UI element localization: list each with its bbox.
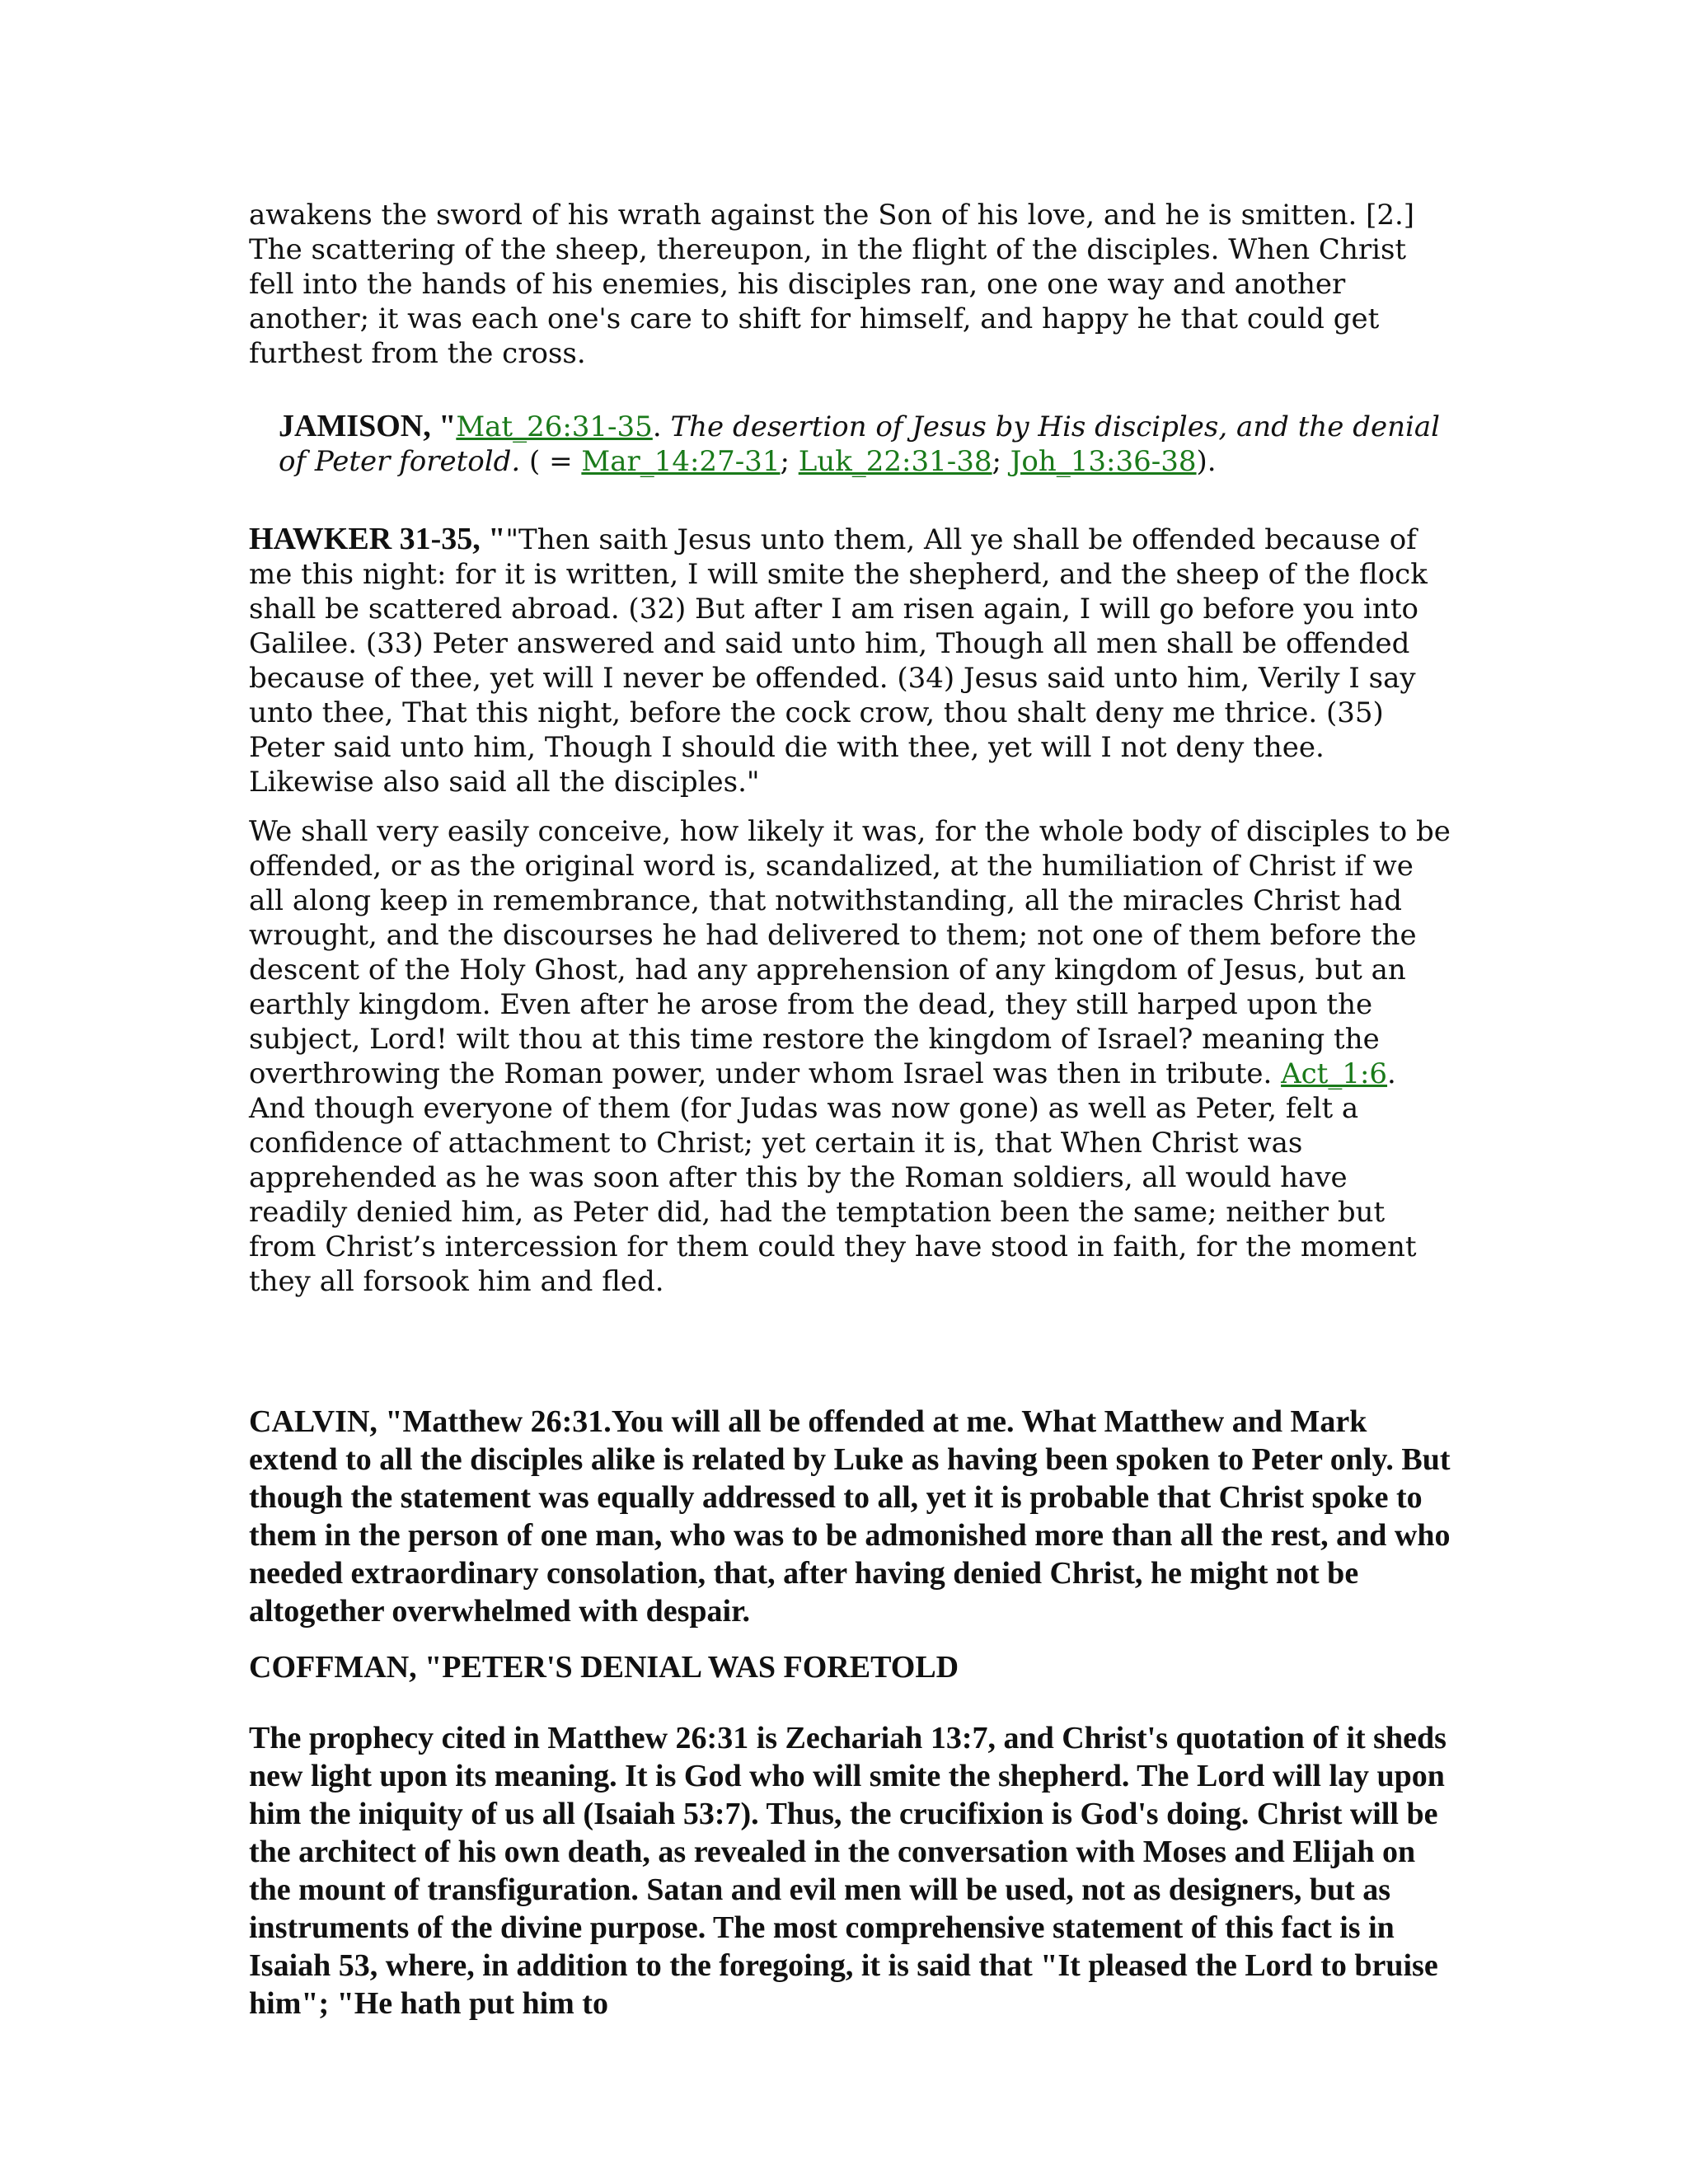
- hawker-label: HAWKER 31-35, ": [249, 522, 506, 556]
- ref-link-luk[interactable]: Luk_22:31-38: [798, 445, 992, 478]
- jamison-close: ).: [1196, 445, 1217, 478]
- jamison-sep1: ;: [780, 445, 799, 478]
- hawker-body-b: . And though everyone of them (for Judas was now gone) as well as Peter, felt a confidence of attachment to Christ; yet certain it is, that When Christ was apprehended as he was soon after this by the Roman soldiers, all would have readily denied him, as Peter did, had the temptation been the same; neither but from Christ’s intercession for them could they have stood in faith, for the moment they all forsook him and fled.: [249, 1057, 1417, 1298]
- hawker-body-a: We shall very easily conceive, how likely it was, for the whole body of disciples to be offended, or as the original word is, scandalized, at the humiliation of Christ if we all along keep in remembrance, that notwithstanding, all the miracles Christ had wrought, and the discourses he had delivered to them; not one of them before the descent of the Holy Ghost, had any apprehension of any kingdom of Jesus, but an earthly kingdom. Even after he arose from the dead, they still harped upon the subject, Lord! wilt thou at this time restore the kingdom of Israel? meaning the overthrowing the Roman power, under whom Israel was then in tribute.: [249, 815, 1451, 1090]
- calvin-paragraph: CALVIN, "Matthew 26:31.You will all be offended at me. What Matthew and Mark extend to all the disciples alike is related by Luke as having been spoken to Peter only. But though the statement was equally addressed to all, yet it is probable that Christ spoke to them in the person of one man, who was to be admonished more than all the rest, and who needed extraordinary consolation, that, after having denied Christ, he might not be altogether overwhelmed with despair.: [249, 1404, 1451, 1629]
- ref-link-mar[interactable]: Mar_14:27-31: [581, 445, 781, 478]
- henry-paragraph: awakens the sword of his wrath against the Son of his love, and he is smitten. [2.] The scattering of the sheep, thereupon, in the flight of the disciples. When Christ fell into the hands of his enemies, his disciples ran, one one way and another another; it was each one's care to shift for himself, and happy he that could get furthest from the cross.: [249, 199, 1415, 370]
- coffman-heading: COFFMAN, "PETER'S DENIAL WAS FORETOLD: [249, 1650, 959, 1685]
- jamison-sep2: ;: [992, 445, 1010, 478]
- hawker-quote-text: "Then saith Jesus unto them, All ye shall be offended because of me this night: for it is written, I will smite the shepherd, and the sheep of the flock shall be scattered abroad. (32) But after I am risen again, I will go before you into Galilee. (33) Peter answered and said unto him, Though all men shall be offended because of thee, yet will I never be offended. (34) Jesus said unto him, Verily I say unto thee, That this night, before the cock crow, thou shalt deny me thrice. (35) Peter said unto him, Though I should die with thee, yet will I not deny thee. Likewise also said all the disciples.": [249, 523, 1428, 799]
- jamison-label: JAMISON, ": [279, 409, 457, 443]
- document-page: [249, 198, 1452, 2022]
- jamison-dot: .: [652, 410, 671, 443]
- jamison-entry: [249, 409, 1452, 479]
- jamison-summary: The desertion of Jesus by His disciples, and the denial of Peter foretold.: [279, 410, 1440, 478]
- ref-link-act[interactable]: Act_1:6: [1281, 1057, 1388, 1090]
- ref-link-joh[interactable]: Joh_13:36-38: [1010, 445, 1197, 478]
- hawker-commentary: [249, 814, 1452, 1299]
- jamison-open: ( =: [520, 445, 582, 478]
- ref-link-mat[interactable]: Mat_26:31-35: [456, 410, 653, 443]
- coffman-paragraph: The prophecy cited in Matthew 26:31 is Zechariah 13:7, and Christ's quotation of it sheds new light upon its meaning. It is God who will smite the shepherd. The Lord will lay upon him the iniquity of us all (Isaiah 53:7). Thus, the crucifixion is God's doing. Christ will be the architect of his own death, as revealed in the conversation with Moses and Elijah on the mount of transfiguration. Satan and evil men will be used, not as designers, but as instruments of the divine purpose. The most comprehensive statement of this fact is in Isaiah 53, where, in addition to the foregoing, it is said that "It pleased the Lord to bruise him"; "He hath put him to: [249, 1721, 1447, 2021]
- hawker-quote: [249, 522, 1452, 799]
